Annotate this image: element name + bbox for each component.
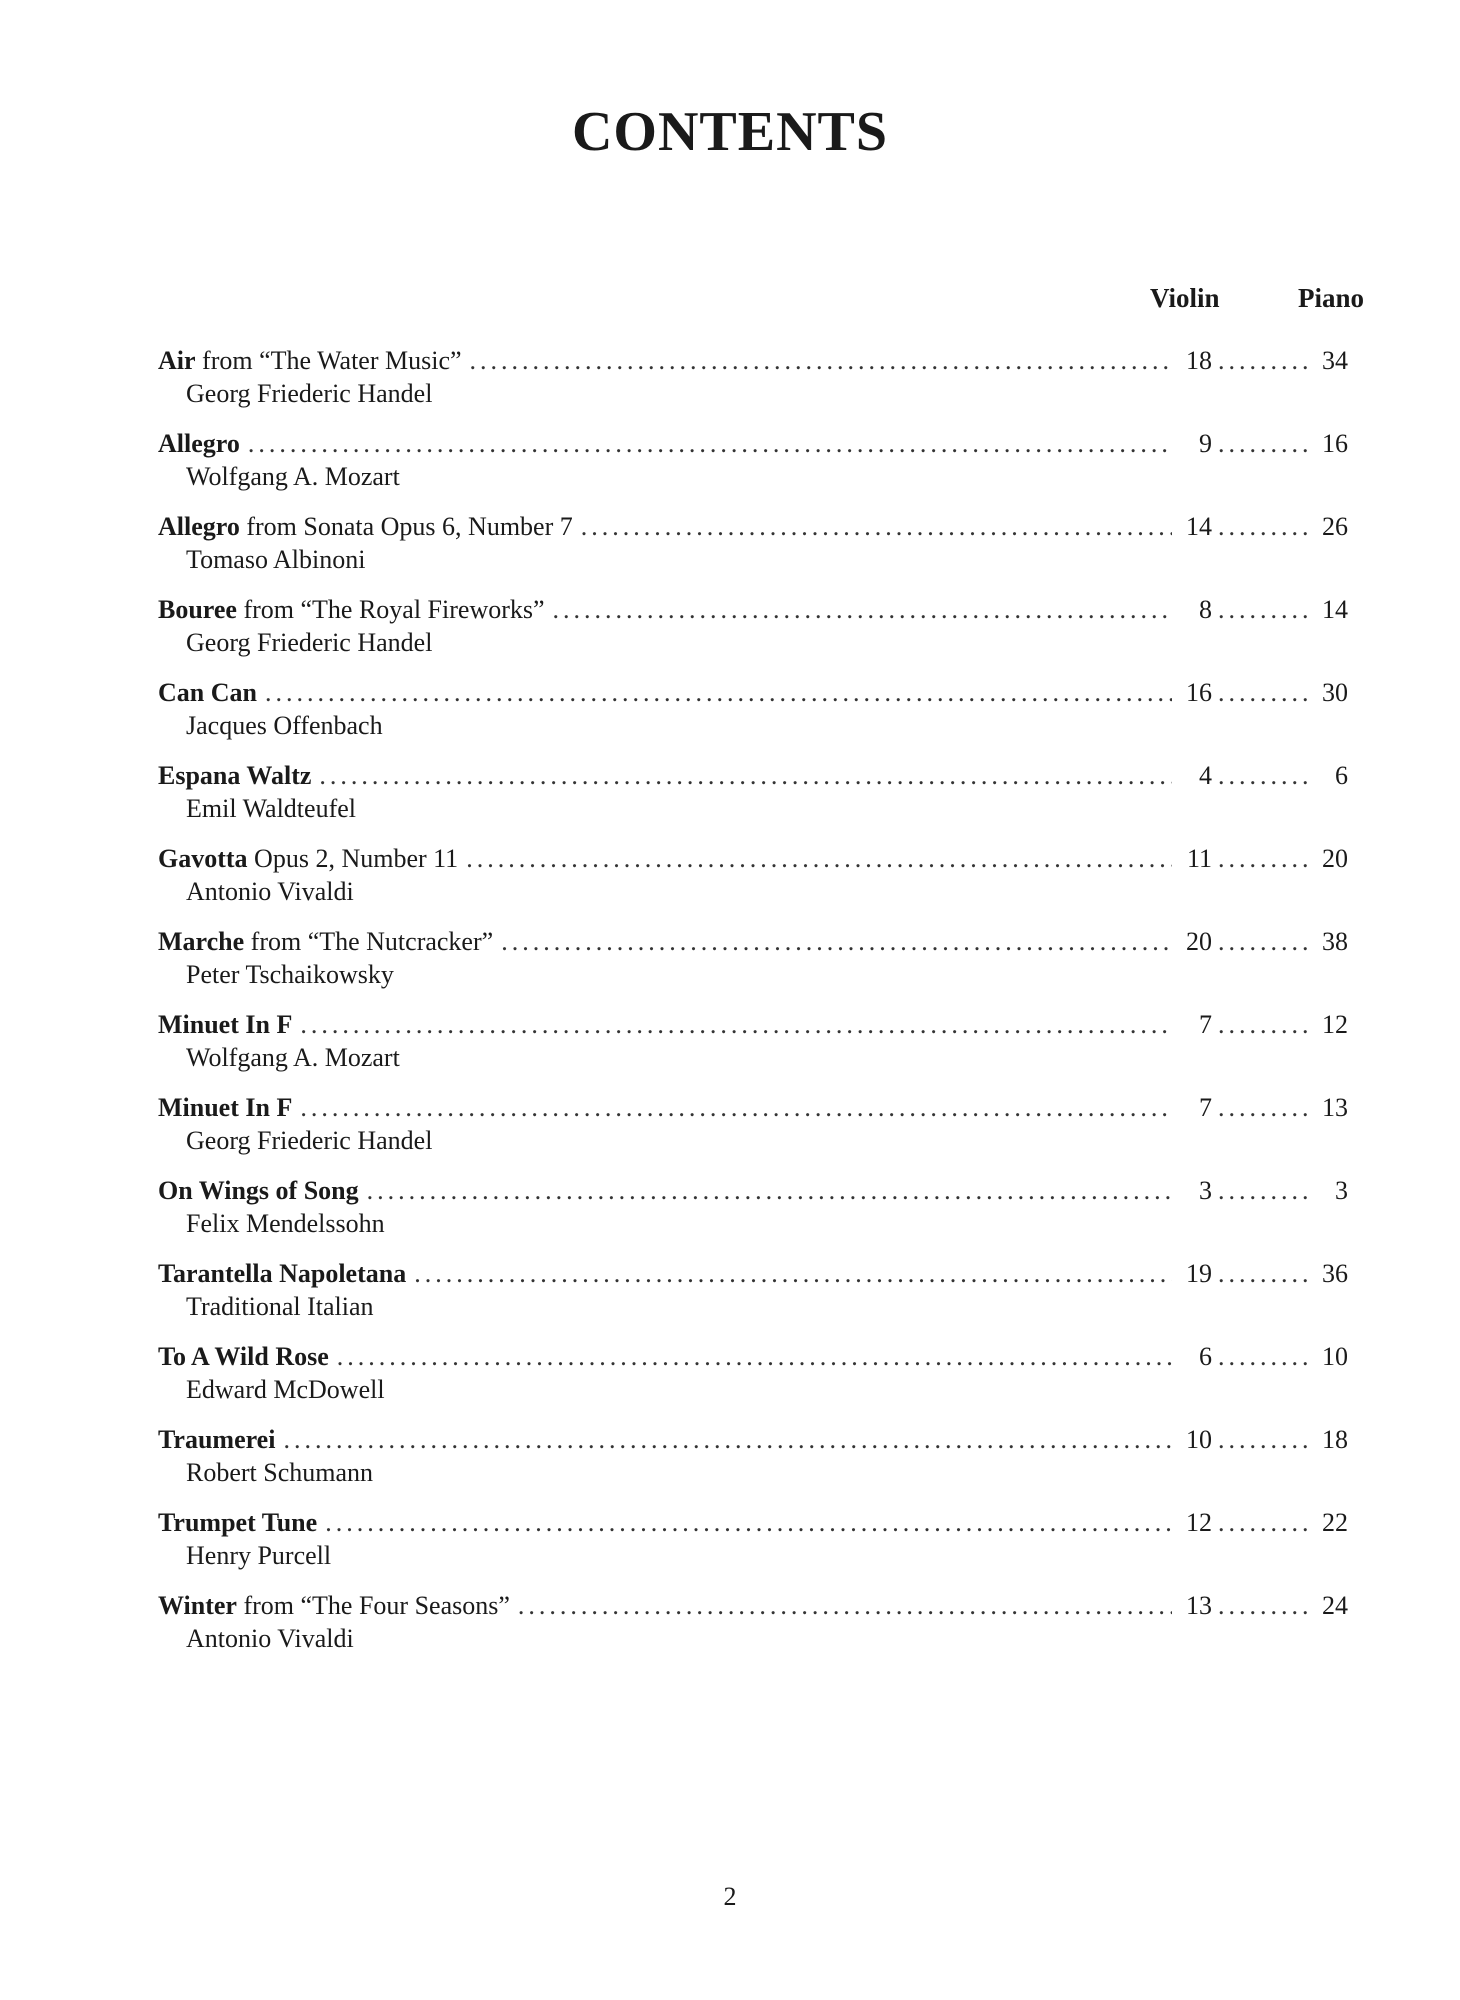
piece-title: Allegro: [158, 429, 240, 458]
entry-title: [158, 1424, 275, 1456]
contents-entry: [158, 345, 1348, 428]
composer: Antonio Vivaldi: [186, 877, 354, 906]
dot-leader: [501, 926, 1172, 958]
dot-leader: [1218, 1424, 1310, 1456]
dot-leader: [1218, 677, 1310, 709]
dot-leader: [1218, 1590, 1310, 1622]
piano-page: 20: [1322, 844, 1348, 873]
composer: Wolfgang A. Mozart: [186, 1043, 400, 1072]
violin-page: 10: [1186, 1425, 1212, 1454]
composer: Jacques Offenbach: [186, 711, 383, 740]
piano-page: 26: [1322, 512, 1348, 541]
violin-page: 20: [1186, 927, 1212, 956]
piano-page: 38: [1322, 927, 1348, 956]
violin-page: 4: [1199, 761, 1212, 790]
contents-entry: [158, 926, 1348, 1009]
contents-entry: [158, 1092, 1348, 1175]
entry-title: [158, 926, 493, 958]
dot-leader: [466, 843, 1172, 875]
composer: Georg Friederic Handel: [186, 628, 433, 657]
piece-subtitle: from Sonata Opus 6, Number 7: [239, 512, 573, 541]
contents-entry: [158, 1258, 1348, 1341]
composer: Felix Mendelssohn: [186, 1209, 385, 1238]
violin-page: 13: [1186, 1591, 1212, 1620]
dot-leader: [1218, 1009, 1310, 1041]
piece-subtitle: from “The Water Music”: [195, 346, 462, 375]
entry-title: [158, 1258, 406, 1290]
entry-title: [158, 677, 257, 709]
entry-line: [158, 1009, 1348, 1041]
entry-line: [158, 1341, 1348, 1373]
violin-page: 6: [1199, 1342, 1212, 1371]
piano-page: 18: [1322, 1425, 1348, 1454]
dot-leader: [1218, 1341, 1310, 1373]
violin-column-header: Violin: [1150, 283, 1220, 313]
entry-line: [158, 760, 1348, 792]
composer: Peter Tschaikowsky: [186, 960, 394, 989]
composer: Traditional Italian: [186, 1292, 374, 1321]
contents-entry: [158, 1009, 1348, 1092]
dot-leader: [325, 1507, 1172, 1539]
violin-page: 3: [1199, 1176, 1212, 1205]
entry-title: [158, 1341, 329, 1373]
entry-line: [158, 428, 1348, 460]
composer: Henry Purcell: [186, 1541, 332, 1570]
page-number: 2: [723, 1882, 737, 1911]
contents-entry: [158, 1507, 1348, 1590]
piano-page: 24: [1322, 1591, 1348, 1620]
piece-title: Tarantella Napoletana: [158, 1259, 407, 1288]
entry-title: [158, 1092, 292, 1124]
violin-page: 19: [1186, 1259, 1212, 1288]
dot-leader: [553, 594, 1172, 626]
entry-title: [158, 1009, 292, 1041]
violin-page: 8: [1199, 595, 1212, 624]
contents-entry: [158, 1341, 1348, 1424]
entry-line: [158, 843, 1348, 875]
composer: Georg Friederic Handel: [186, 1126, 433, 1155]
piece-subtitle: from “The Royal Fireworks”: [236, 595, 545, 624]
contents-entry: [158, 843, 1348, 926]
entry-title: [158, 1175, 359, 1207]
violin-page: 14: [1186, 512, 1212, 541]
entry-line: [158, 345, 1348, 377]
entry-title: [158, 760, 311, 792]
composer: Tomaso Albinoni: [186, 545, 366, 574]
entry-line: [158, 594, 1348, 626]
piece-title: Gavotta: [158, 844, 248, 873]
dot-leader: [1218, 1175, 1310, 1207]
piano-page: 6: [1335, 761, 1348, 790]
piano-page: 36: [1322, 1259, 1348, 1288]
piece-title: Allegro: [158, 512, 240, 541]
contents-entry: [158, 1590, 1348, 1673]
contents-entry: [158, 428, 1348, 511]
entry-title: [158, 594, 545, 626]
entry-title: [158, 345, 462, 377]
dot-leader: [283, 1424, 1172, 1456]
entry-line: [158, 1507, 1348, 1539]
entry-line: [158, 511, 1348, 543]
piece-title: Minuet In F: [158, 1093, 293, 1122]
entry-line: [158, 1590, 1348, 1622]
piano-column-header: Piano: [1298, 283, 1365, 313]
piece-title: Winter: [158, 1591, 237, 1620]
piece-subtitle: from “The Four Seasons”: [236, 1591, 510, 1620]
dot-leader: [319, 760, 1172, 792]
dot-leader: [470, 345, 1172, 377]
piece-title: To A Wild Rose: [158, 1342, 329, 1371]
piano-page: 22: [1322, 1508, 1348, 1537]
contents-entry: [158, 1424, 1348, 1507]
piano-page: 16: [1322, 429, 1348, 458]
entry-title: [158, 511, 573, 543]
dot-leader: [367, 1175, 1172, 1207]
violin-page: 11: [1186, 844, 1212, 873]
dot-leader: [248, 428, 1172, 460]
piano-page: 14: [1322, 595, 1348, 624]
piece-subtitle: Opus 2, Number 11: [247, 844, 459, 873]
dot-leader: [1218, 926, 1310, 958]
violin-page: 7: [1199, 1093, 1212, 1122]
entry-title: [158, 843, 458, 875]
entry-line: [158, 1092, 1348, 1124]
violin-page: 18: [1186, 346, 1212, 375]
entry-title: [158, 1590, 510, 1622]
contents-list: [158, 345, 1348, 1673]
piano-page: 3: [1335, 1176, 1348, 1205]
dot-leader: [581, 511, 1172, 543]
piece-title: Bouree: [158, 595, 237, 624]
piece-subtitle: from “The Nutcracker”: [244, 927, 494, 956]
dot-leader: [1218, 1258, 1310, 1290]
contents-entry: [158, 594, 1348, 677]
piano-page: 12: [1322, 1010, 1348, 1039]
piece-title: Can Can: [158, 678, 257, 707]
composer: Edward McDowell: [186, 1375, 385, 1404]
piano-page: 13: [1322, 1093, 1348, 1122]
dot-leader: [1218, 594, 1310, 626]
contents-entry: [158, 760, 1348, 843]
dot-leader: [1218, 760, 1310, 792]
piece-title: Traumerei: [158, 1425, 276, 1454]
dot-leader: [1218, 511, 1310, 543]
piece-title: On Wings of Song: [158, 1176, 359, 1205]
page-title: CONTENTS: [571, 101, 889, 163]
entry-title: [158, 1507, 317, 1539]
entry-line: [158, 1175, 1348, 1207]
contents-entry: [158, 677, 1348, 760]
composer: Robert Schumann: [186, 1458, 374, 1487]
piece-title: Minuet In F: [158, 1010, 293, 1039]
entry-line: [158, 1258, 1348, 1290]
violin-page: 9: [1199, 429, 1212, 458]
piece-title: Espana Waltz: [158, 761, 312, 790]
entry-line: [158, 1424, 1348, 1456]
entry-line: [158, 677, 1348, 709]
piano-page: 30: [1322, 678, 1348, 707]
piano-page: 10: [1322, 1342, 1348, 1371]
composer: Emil Waldteufel: [186, 794, 356, 823]
dot-leader: [337, 1341, 1172, 1373]
dot-leader: [300, 1092, 1172, 1124]
dot-leader: [518, 1590, 1172, 1622]
dot-leader: [1218, 345, 1310, 377]
piece-title: Marche: [158, 927, 245, 956]
dot-leader: [1218, 843, 1310, 875]
dot-leader: [1218, 1507, 1310, 1539]
entry-title: [158, 428, 240, 460]
violin-page: 16: [1186, 678, 1212, 707]
entry-line: [158, 926, 1348, 958]
dot-leader: [265, 677, 1172, 709]
dot-leader: [300, 1009, 1172, 1041]
violin-page: 12: [1186, 1508, 1212, 1537]
piece-title: Air: [158, 346, 196, 375]
piano-page: 34: [1322, 346, 1348, 375]
composer: Georg Friederic Handel: [186, 379, 433, 408]
composer: Wolfgang A. Mozart: [186, 462, 400, 491]
dot-leader: [1218, 428, 1310, 460]
dot-leader: [1218, 1092, 1310, 1124]
piece-title: Trumpet Tune: [158, 1508, 318, 1537]
contents-entry: [158, 1175, 1348, 1258]
dot-leader: [414, 1258, 1172, 1290]
contents-entry: [158, 511, 1348, 594]
composer: Antonio Vivaldi: [186, 1624, 354, 1653]
violin-page: 7: [1199, 1010, 1212, 1039]
